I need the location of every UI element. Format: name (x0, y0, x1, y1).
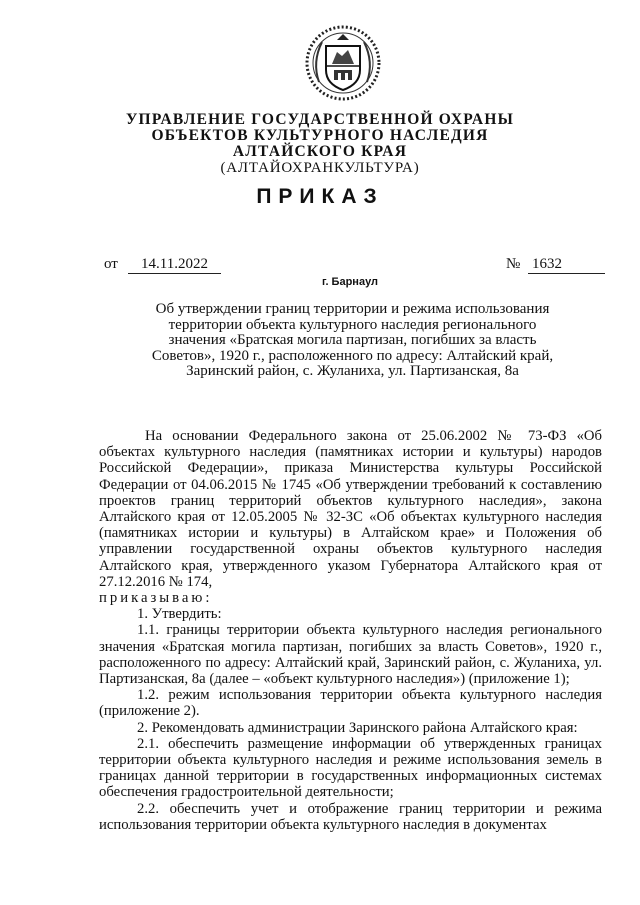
order-number: 1632 (528, 256, 605, 274)
order-date: 14.11.2022 (128, 256, 221, 274)
agency-short-name: (АЛТАЙОХРАНКУЛЬТУРА) (220, 160, 420, 176)
item-1: 1. Утвердить: (137, 606, 222, 623)
item-2-1: 2.1. обеспечить размещение информации об утвержденных границах территории объекта культурного наследия и режиме использования земель в границах данной территории в государственных информационных системах обеспечения градостроительной деятельности; (99, 735, 602, 801)
item-1-2: 1.2. режим использования территории объекта культурного наследия (приложение 2). (99, 687, 602, 720)
agency-name-line-1: УПРАВЛЕНИЕ ГОСУДАРСТВЕННОЙ ОХРАНЫ (125, 111, 514, 128)
date-label: от (104, 256, 118, 272)
order-word: приказываю: (99, 590, 213, 607)
intro-paragraph: На основании Федерального закона от 25.06.2002 № 73-ФЗ «Об объектах культурного наследия (памятниках истории и культуры) народов Российской Федерации», приказа Министерства культуры Российской Федерации от 04.06.2015 № 1745 «Об утверждении требований к составлению проектов границ территорий объектов культурного наследия», закона Алтайского края от 12.05.2005 № 32-ЗС «Об объектах культурного наследия (памятниках истории и культуры) в Алтайском крае» и Положения об управлении государственной охраны объектов культурного наследия Алтайского края, утвержденного указом Губернатора Алтайского края от 27.12.2016 № 174, (99, 428, 602, 590)
item-2: 2. Рекомендовать администрации Заринского района Алтайского края: (137, 719, 578, 736)
city-name: г. Барнаул (321, 276, 379, 288)
order-body (99, 428, 602, 833)
document-title: ПРИКАЗ (256, 185, 384, 208)
order-subject: Об утверждении границ территории и режима использования территории объекта культурного наследия регионального значения «Братская могила партизан, погибших за власть Советов», 1920 г., расположенного по адресу: Алтайский край, Заринский район, с. Жуланиха, ул. Партизанская, 8а (151, 301, 554, 379)
number-label: № (506, 256, 521, 272)
agency-name-line-2: ОБЪЕКТОВ КУЛЬТУРНОГО НАСЛЕДИЯ (151, 127, 489, 144)
coat-of-arms-emblem (302, 22, 384, 104)
item-2-2: 2.2. обеспечить учет и отображение границ территории и режима использования территории объекта культурного наследия в документах (99, 800, 602, 833)
agency-name-line-3: АЛТАЙСКОГО КРАЯ (232, 143, 408, 160)
item-1-1: 1.1. границы территории объекта культурного наследия регионального значения «Братская могила партизан, погибших за власть Советов», 1920 г., расположенного по адресу: Алтайский край, Заринский район, с. Жуланиха, ул. Партизанская, 8а (далее – «объект культурного наследия») (приложение 1); (99, 622, 602, 688)
